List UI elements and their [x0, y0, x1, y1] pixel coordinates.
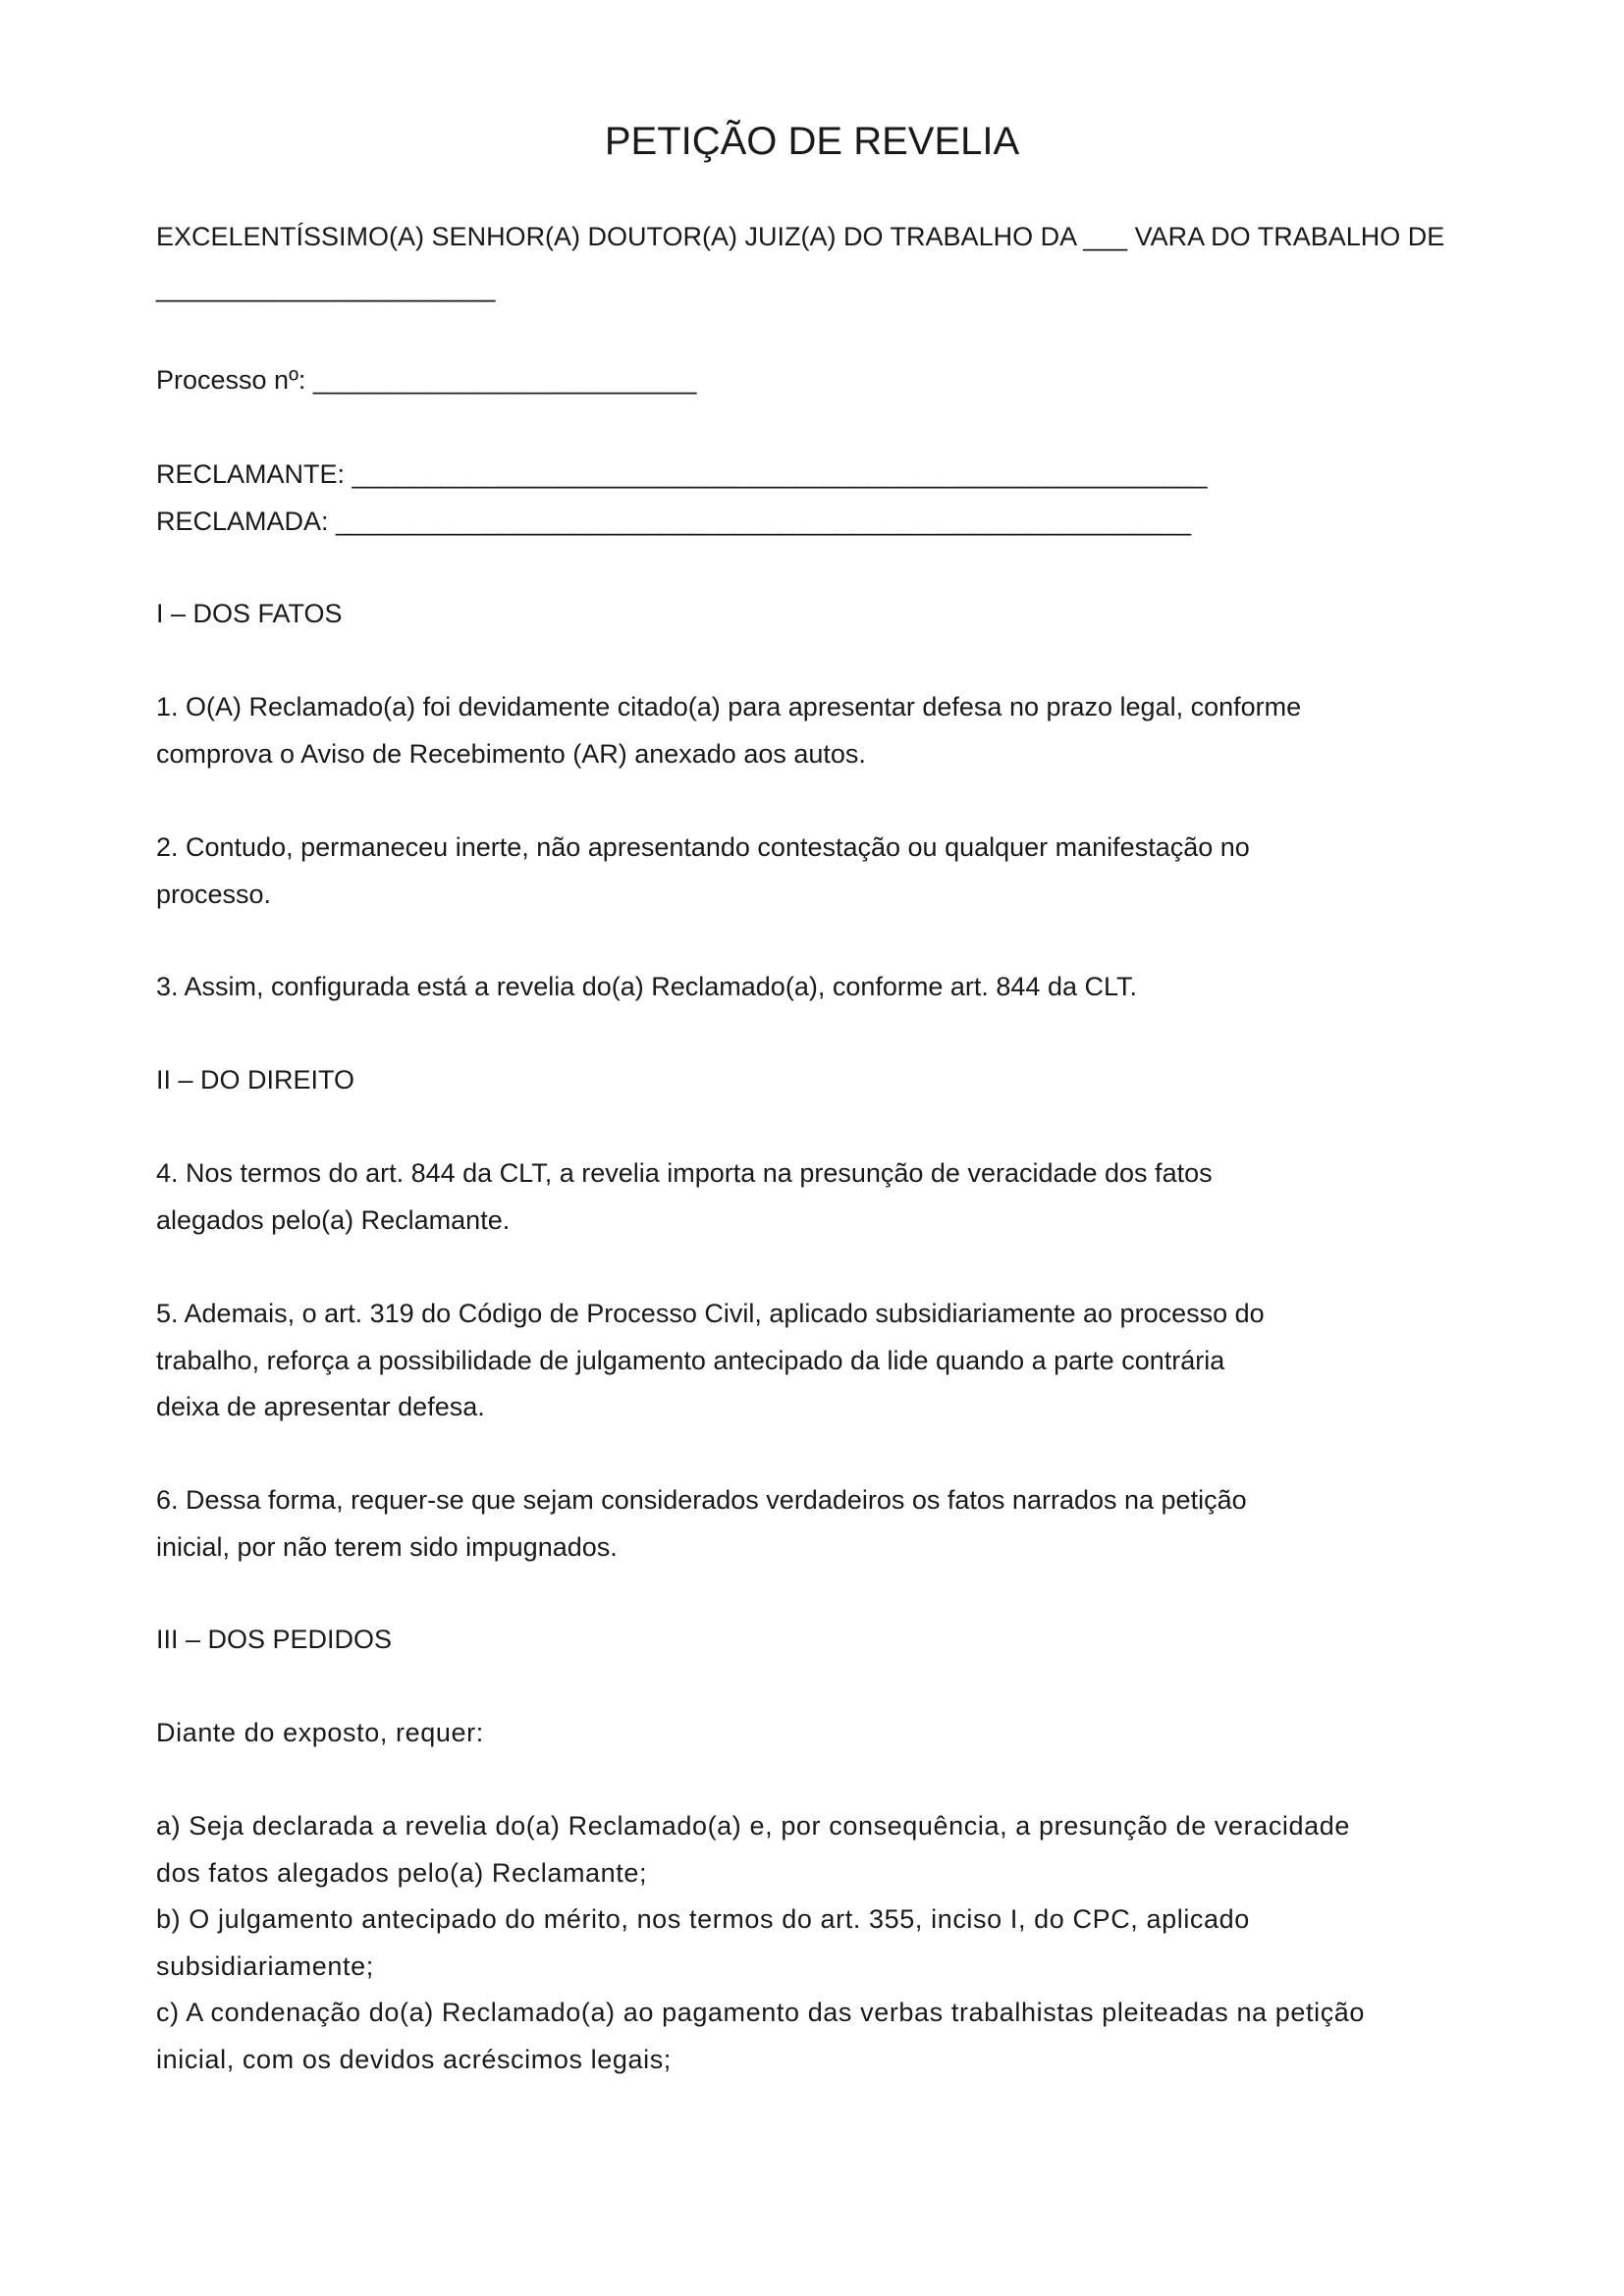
- paragraph-5-line-1: 5. Ademais, o art. 319 do Código de Processo Civil, aplicado subsidiariamente ao processo do: [156, 1299, 1265, 1328]
- paragraph-5-line-2: trabalho, reforça a possibilidade de julgamento antecipado da lide quando a parte contrária: [156, 1346, 1225, 1375]
- paragraph-2-line-1: 2. Contudo, permaneceu inerte, não apresentando contestação ou qualquer manifestação no: [156, 832, 1250, 862]
- pedido-a-line-1: a) Seja declarada a revelia do(a) Reclamado(a) e, por consequência, a presunção de veracidade: [156, 1811, 1350, 1841]
- paragraph-1-line-2: comprova o Aviso de Recebimento (AR) anexado aos autos.: [156, 739, 866, 769]
- section-heading-pedidos: III – DOS PEDIDOS: [156, 1625, 393, 1654]
- pedidos-intro: Diante do exposto, requer:: [156, 1718, 484, 1747]
- paragraph-5-line-3: deixa de apresentar defesa.: [156, 1392, 485, 1421]
- paragraph-1-line-1: 1. O(A) Reclamado(a) foi devidamente citado(a) para apresentar defesa no prazo legal, conforme: [156, 692, 1302, 721]
- pedido-c-line-2: inicial, com os devidos acréscimos legais;: [156, 2045, 672, 2074]
- processo-field: Processo nº: __________________________: [156, 365, 697, 395]
- pedido-b-line-1: b) O julgamento antecipado do mérito, nos termos do art. 355, inciso I, do CPC, aplicado: [156, 1904, 1250, 1934]
- paragraph-4-line-2: alegados pelo(a) Reclamante.: [156, 1205, 511, 1235]
- section-heading-direito: II – DO DIREITO: [156, 1065, 355, 1095]
- document-title: PETIÇÃO DE REVELIA: [604, 120, 1020, 163]
- pedido-b-line-2: subsidiariamente;: [156, 1951, 374, 1981]
- pedido-c-line-1: c) A condenação do(a) Reclamado(a) ao pagamento das verbas trabalhistas pleiteadas na petição: [156, 1998, 1366, 2027]
- reclamada-field: RECLAMADA: __________________________________________________________: [156, 507, 1191, 536]
- address-line-2: _______________________: [156, 273, 496, 302]
- paragraph-6-line-2: inicial, por não terem sido impugnados.: [156, 1532, 618, 1562]
- paragraph-3-line-1: 3. Assim, configurada está a revelia do(a) Reclamado(a), conforme art. 844 da CLT.: [156, 972, 1137, 1001]
- reclamante-field: RECLAMANTE: __________________________________________________________: [156, 459, 1208, 489]
- paragraph-6-line-1: 6. Dessa forma, requer-se que sejam considerados verdadeiros os fatos narrados na petição: [156, 1485, 1247, 1515]
- section-heading-fatos: I – DOS FATOS: [156, 599, 343, 628]
- paragraph-4-line-1: 4. Nos termos do art. 844 da CLT, a revelia importa na presunção de veracidade dos fatos: [156, 1158, 1213, 1188]
- address-line-1: EXCELENTÍSSIMO(A) SENHOR(A) DOUTOR(A) JUIZ(A) DO TRABALHO DA ___ VARA DO TRABALHO DE: [156, 222, 1445, 251]
- pedido-a-line-2: dos fatos alegados pelo(a) Reclamante;: [156, 1858, 648, 1888]
- paragraph-2-line-2: processo.: [156, 880, 272, 909]
